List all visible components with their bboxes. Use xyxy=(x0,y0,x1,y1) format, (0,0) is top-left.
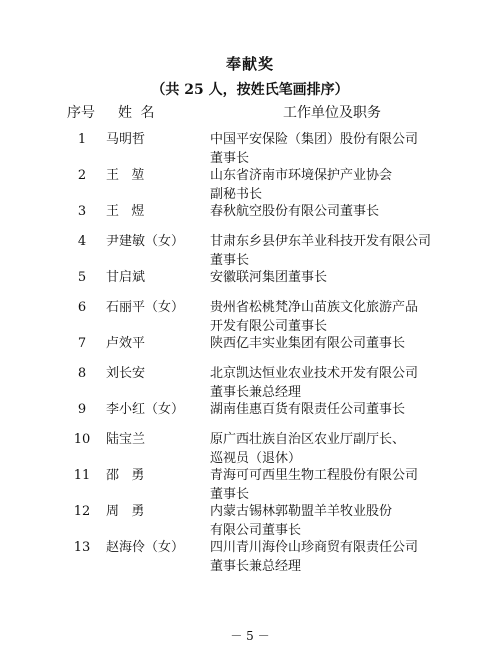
row-work-unit xyxy=(210,298,470,336)
header-number: 序号 xyxy=(67,105,95,121)
row-number: 6 xyxy=(77,300,87,315)
work-line: 巡视员（退休） xyxy=(210,451,302,466)
work-line: 青海可可西里生物工程股份有限公司 xyxy=(210,468,419,483)
row-work-unit xyxy=(210,130,470,168)
work-line: 北京凯达恒业农业技术开发有限公司 xyxy=(210,366,419,381)
row-work-unit xyxy=(210,430,470,468)
row-name: 卢效平 xyxy=(106,336,146,351)
work-line: 董事长 xyxy=(210,253,250,268)
row-name: 陆宝兰 xyxy=(106,432,146,447)
row-number: 10 xyxy=(73,432,91,447)
work-line: 副秘书长 xyxy=(210,187,263,202)
row-work-unit xyxy=(210,400,470,419)
row-number: 5 xyxy=(77,270,87,285)
row-work-unit xyxy=(210,334,470,353)
row-number: 4 xyxy=(77,234,87,249)
work-line: 董事长兼总经理 xyxy=(210,559,302,574)
row-number: 3 xyxy=(77,204,87,219)
row-work-unit xyxy=(210,202,470,221)
work-line: 山东省济南市环境保护产业协会 xyxy=(210,168,393,183)
row-name: 马明哲 xyxy=(106,132,146,147)
work-line: 原广西壮族自治区农业厅副厅长、 xyxy=(210,432,406,447)
header-work: 工作单位及职务 xyxy=(283,105,381,121)
row-number: 2 xyxy=(77,168,87,183)
row-number: 12 xyxy=(73,504,91,519)
row-number: 11 xyxy=(73,468,91,483)
row-work-unit xyxy=(210,232,470,270)
work-line: 董事长兼总经理 xyxy=(210,385,302,400)
work-line: 内蒙古锡林郭勒盟羊羊牧业股份 xyxy=(210,504,393,519)
row-work-unit xyxy=(210,268,470,287)
row-name: 甘启斌 xyxy=(106,270,146,285)
row-name: 赵海伶（女） xyxy=(106,540,185,555)
row-name: 王 堃 xyxy=(106,168,145,183)
row-name: 石丽平（女） xyxy=(106,300,185,315)
row-work-unit xyxy=(210,502,470,540)
row-name: 王 煜 xyxy=(106,204,145,219)
work-line: 春秋航空股份有限公司董事长 xyxy=(210,204,380,219)
page-subtitle: （共 25 人，按姓氏笔画排序） xyxy=(151,82,349,98)
row-name: 刘长安 xyxy=(106,366,146,381)
row-work-unit xyxy=(210,166,470,204)
work-line: 有限公司董事长 xyxy=(210,523,302,538)
page-number: － 5 － xyxy=(230,629,270,643)
page-title: 奉献奖 xyxy=(225,55,274,73)
work-line: 开发有限公司董事长 xyxy=(210,319,328,334)
work-line: 湖南佳惠百货有限责任公司董事长 xyxy=(210,402,406,417)
work-line: 中国平安保险（集团）股份有限公司 xyxy=(210,132,419,147)
row-name: 邵 勇 xyxy=(106,468,145,483)
header-name: 姓 名 xyxy=(118,105,157,121)
work-line: 贵州省松桃梵净山苗族文化旅游产品 xyxy=(210,300,419,315)
work-line: 四川青川海伶山珍商贸有限责任公司 xyxy=(210,540,419,555)
row-number: 7 xyxy=(77,336,87,351)
row-number: 1 xyxy=(77,132,87,147)
table-header xyxy=(0,102,500,122)
row-name: 周 勇 xyxy=(106,504,145,519)
row-number: 9 xyxy=(77,402,87,417)
work-line: 陕西亿丰实业集团有限公司董事长 xyxy=(210,336,406,351)
row-work-unit xyxy=(210,466,470,504)
work-line: 安徽联河集团董事长 xyxy=(210,270,328,285)
row-work-unit xyxy=(210,538,470,576)
row-work-unit xyxy=(210,364,470,402)
work-line: 甘肃东乡县伊东羊业科技开发有限公司 xyxy=(210,234,432,249)
row-number: 8 xyxy=(77,366,87,381)
row-name: 李小红（女） xyxy=(106,402,185,417)
row-name: 尹建敏（女） xyxy=(106,234,185,249)
work-line: 董事长 xyxy=(210,151,250,166)
row-number: 13 xyxy=(73,540,91,555)
work-line: 董事长 xyxy=(210,487,250,502)
